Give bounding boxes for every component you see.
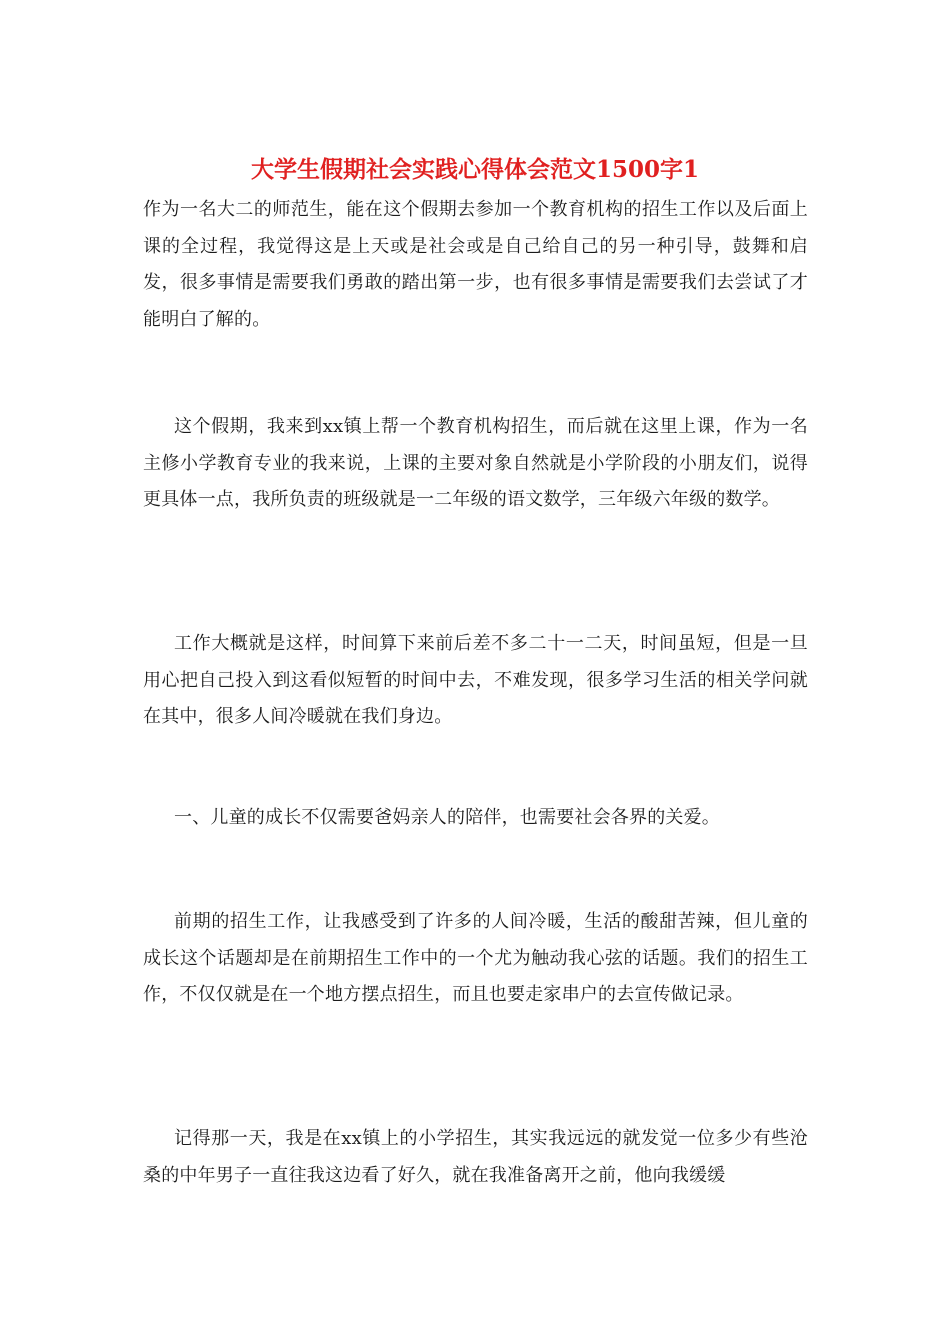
section-heading-1: 一、儿童的成长不仅需要爸妈亲人的陪伴，也需要社会各界的关爱。 <box>174 807 720 828</box>
document-title: 大学生假期社会实践心得体会范文1500字1 <box>250 156 700 183</box>
paragraph-4: 前期的招生工作，让我感受到了许多的人间冷暖，生活的酸甜苦辣，但儿童的成长这个话题却是在前期招生工作中的一个尤为触动我心弦的话题。我们的招生工作，不仅仅就是在一个地方摆点招生，而且也要走家串户的去宣传做记录。 <box>143 911 808 1005</box>
paragraph-3: 工作大概就是这样，时间算下来前后差不多二十一二天，时间虽短，但是一旦用心把自己投入到这看似短暂的时间中去，不难发现，很多学习生活的相关学问就在其中，很多人间冷暖就在我们身边。 <box>143 633 808 727</box>
paragraph-1: 作为一名大二的师范生，能在这个假期去参加一个教育机构的招生工作以及后面上课的全过程，我觉得这是上天或是社会或是自己给自己的另一种引导，鼓舞和启发，很多事情是需要我们勇敢的踏出第一步，也有很多事情是需要我们去尝试了才能明白了解的。 <box>143 199 808 330</box>
paragraph-2: 这个假期，我来到xx镇上帮一个教育机构招生，而后就在这里上课，作为一名主修小学教育专业的我来说，上课的主要对象自然就是小学阶段的小朋友们，说得更具体一点，我所负责的班级就是一二年级的语文数学，三年级六年级的数学。 <box>143 416 808 510</box>
paragraph-5: 记得那一天，我是在xx镇上的小学招生，其实我远远的就发觉一位多少有些沧桑的中年男子一直往我这边看了好久，就在我准备离开之前，他向我缓缓 <box>143 1128 808 1186</box>
